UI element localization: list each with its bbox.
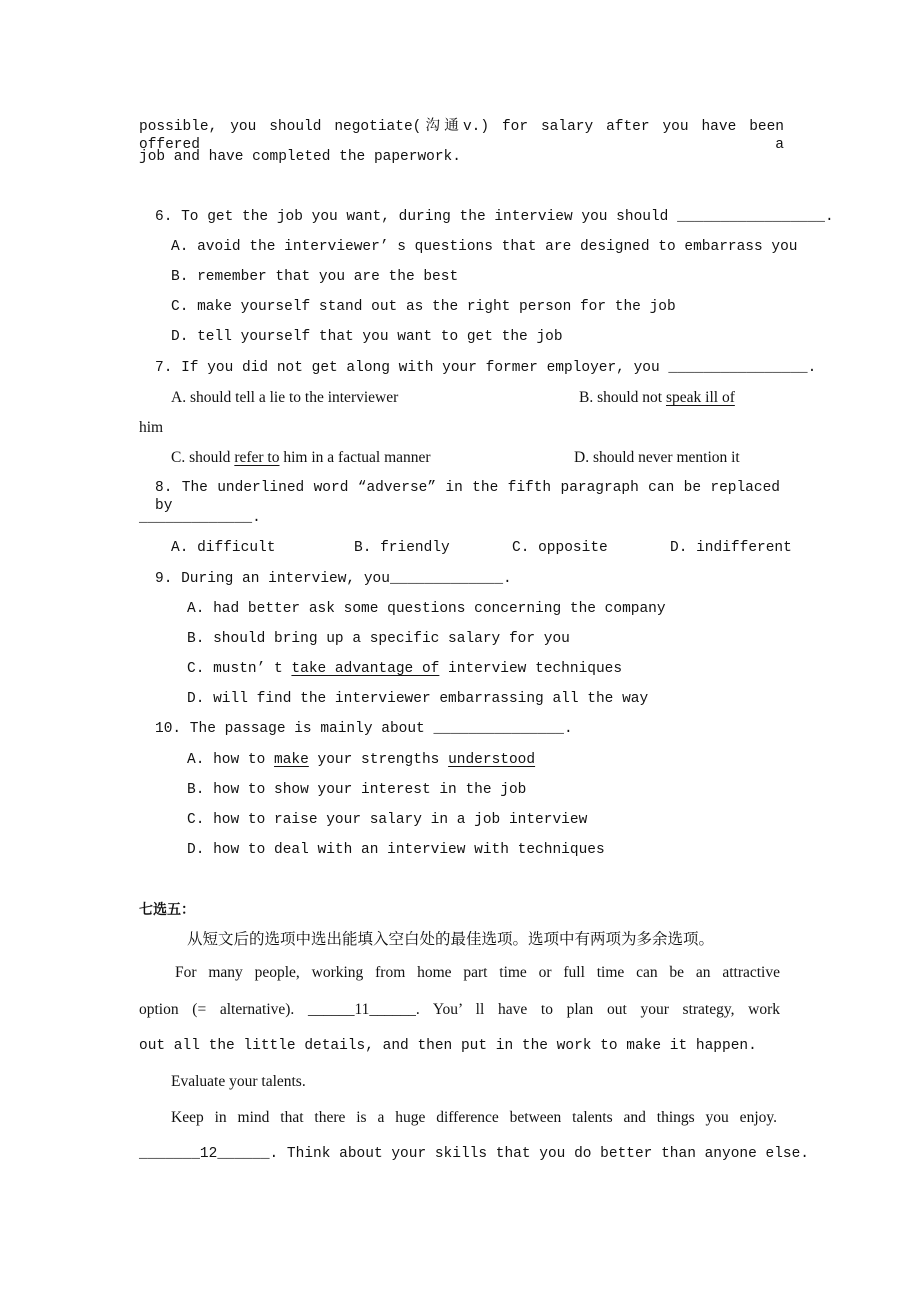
q7-option-b xyxy=(579,389,735,407)
q7-option-b-text: B. should not xyxy=(579,389,666,406)
q8-option-b: B. friendly xyxy=(354,540,450,556)
question-8-stem: 8. The underlined word “adverse” in the fifth paragraph can be replaced by xyxy=(155,480,780,514)
underlined-word: make xyxy=(274,752,309,768)
q7-option-c-text: C. should xyxy=(171,449,235,466)
question-10-stem: 10. The passage is mainly about _______________. xyxy=(155,721,573,737)
q10-option-b: B. how to show your interest in the job xyxy=(187,782,527,798)
q7-option-a: A. should tell a lie to the interviewer xyxy=(171,389,399,406)
underlined-phrase: refer to xyxy=(234,449,280,466)
q8-option-a: A. difficult xyxy=(171,540,276,556)
q6-option-a: A. avoid the interviewer’ s questions that are designed to embarrass you xyxy=(171,239,798,255)
q9-option-c-text: interview techniques xyxy=(439,661,623,677)
q7-option-b-continued: him xyxy=(139,419,164,436)
q10-option-a-text: your strengths xyxy=(308,752,449,768)
intro-line: job and have completed the paperwork. xyxy=(139,149,461,165)
underlined-phrase: speak ill of xyxy=(665,389,735,406)
q7-option-c-text: him in a factual manner xyxy=(279,449,431,466)
underlined-word: understood xyxy=(448,752,536,768)
q10-option-d: D. how to deal with an interview with techniques xyxy=(187,842,605,858)
q9-option-c-text: C. mustn’ t xyxy=(187,661,292,677)
q9-option-a: A. had better ask some questions concerning the company xyxy=(187,601,666,617)
q10-option-a xyxy=(187,751,535,769)
underlined-phrase: take advantage of xyxy=(291,661,440,677)
passage-line: option (= alternative). ______11______. You’ ll have to plan out your strategy, work xyxy=(139,1001,780,1018)
q6-option-c: C. make yourself stand out as the right person for the job xyxy=(171,299,676,315)
q8-option-c: C. opposite xyxy=(512,540,608,556)
passage-line: For many people, working from home part time or full time can be an attractive xyxy=(175,964,780,981)
section-title: 七选五： xyxy=(139,902,195,918)
q10-option-a-text: A. how to xyxy=(187,752,275,768)
question-7-stem: 7. If you did not get along with your former employer, you ________________. xyxy=(155,360,817,376)
q8-option-d: D. indifferent xyxy=(670,540,792,556)
intro-line: possible, you should negotiate(沟通v.) for salary after you have been offered a xyxy=(139,119,784,153)
passage-line: _______12______. Think about your skills that you do better than anyone else. xyxy=(139,1146,810,1162)
question-9-stem: 9. During an interview, you_____________. xyxy=(155,571,512,587)
q9-option-c xyxy=(187,660,622,678)
q7-option-c xyxy=(171,449,431,467)
question-6-stem: 6. To get the job you want, during the interview you should _________________. xyxy=(155,209,834,225)
q10-option-c: C. how to raise your salary in a job interview xyxy=(187,812,588,828)
passage-heading: Evaluate your talents. xyxy=(171,1073,306,1090)
passage-line: out all the little details, and then put in the work to make it happen. xyxy=(139,1038,757,1054)
q6-option-b: B. remember that you are the best xyxy=(171,269,459,285)
q7-option-d: D. should never mention it xyxy=(574,449,740,466)
passage-line: Keep in mind that there is a huge difference between talents and things you enjoy. xyxy=(171,1109,777,1126)
question-8-blank: _____________. xyxy=(139,510,261,526)
section-instruction: 从短文后的选项中选出能填入空白处的最佳选项。选项中有两项为多余选项。 xyxy=(187,931,715,948)
q9-option-d: D. will find the interviewer embarrassing all the way xyxy=(187,691,649,707)
q9-option-b: B. should bring up a specific salary for you xyxy=(187,631,570,647)
q6-option-d: D. tell yourself that you want to get the job xyxy=(171,329,563,345)
